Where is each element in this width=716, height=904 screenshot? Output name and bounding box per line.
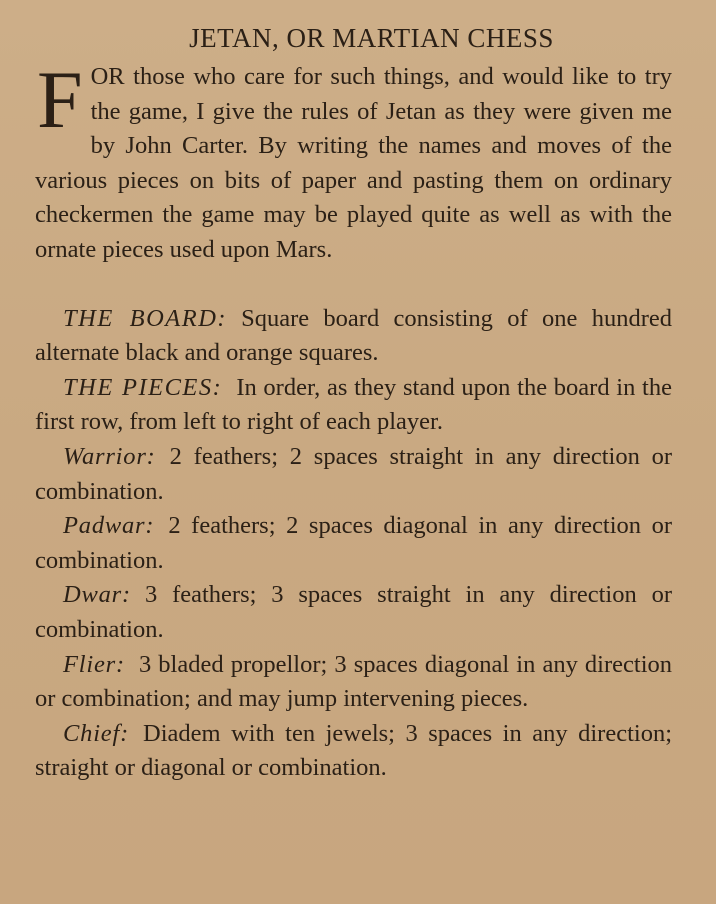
rule-text: 3 bladed propellor; 3 spaces diagonal in any direction or combination; and may jump intervening pieces. (35, 650, 672, 713)
rule-dwar (35, 578, 672, 647)
intro-text: OR those who care for such things, and would like to try the game, I give the rules of Jetan as they were given me by John Carter. By writing the names and moves of the various pieces on bits of paper and pasting them on ordinary checkermen the game may be played quite as well as with the ornate pieces used upon Mars. (35, 63, 672, 263)
rule-flier (35, 648, 672, 717)
rule-warrior (35, 440, 672, 509)
rule-chief (35, 717, 672, 786)
rule-term: Chief: (63, 719, 130, 747)
rule-padwar (35, 509, 672, 578)
rule-text: Square board consisting of one hundred alternate black and orange squares. (35, 304, 672, 367)
rule-term: THE BOARD: (63, 304, 228, 332)
rule-pieces (35, 371, 672, 440)
rule-term: Flier: (63, 650, 125, 678)
rule-term: THE PIECES: (63, 373, 223, 401)
rule-text: 2 feathers; 2 spaces diagonal in any direction or combination. (35, 512, 672, 574)
intro-paragraph (35, 54, 672, 268)
rule-term: Warrior: (63, 442, 156, 470)
rule-text: 3 feathers; 3 spaces straight in any direction or combination. (35, 581, 672, 643)
drop-cap: F (37, 54, 83, 145)
rules-section (35, 302, 672, 786)
chapter-title: JETAN, OR MARTIAN CHESS (189, 23, 554, 53)
rule-board (35, 302, 672, 371)
rule-term: Dwar: (63, 581, 131, 609)
rule-term: Padwar: (63, 512, 155, 540)
rule-text: In order, as they stand upon the board in the first row, from left to right of each player. (35, 373, 672, 436)
rule-text: 2 feathers; 2 spaces straight in any direction or combination. (35, 442, 672, 505)
rule-text: Diadem with ten jewels; 3 spaces in any direction; straight or diagonal or combination. (35, 719, 672, 782)
